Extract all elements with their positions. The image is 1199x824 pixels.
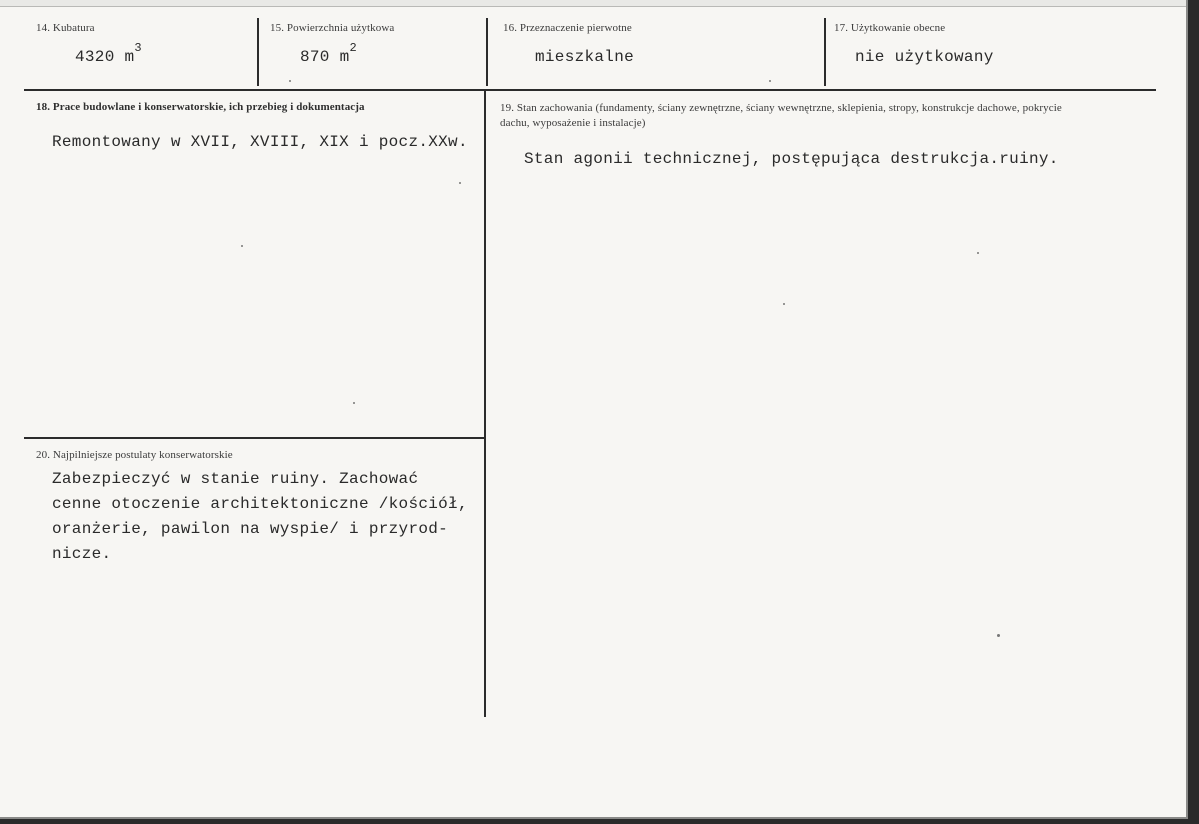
value-kubatura-text: 4320 m: [75, 48, 135, 66]
value-stan: Stan agonii technicznej, postępująca destrukcja.ruiny.: [524, 150, 1059, 168]
row-divider-left: [24, 437, 484, 439]
value-kubatura: [75, 40, 142, 66]
divider-main-columns: [484, 91, 486, 717]
divider-15-16: [486, 18, 488, 86]
value-przeznaczenie: mieszkalne: [535, 48, 635, 66]
label-stan: 19. Stan zachowania (fundamenty, ściany zewnętrzne, ściany wewnętrzne, sklepienia, stropy, konstrukcje dachowe, pokrycie dachu, wyposażenie i instalacje): [500, 102, 1062, 129]
value-kubatura-exponent: 3: [134, 40, 142, 55]
value-powierzchnia-text: 870 m: [300, 48, 350, 66]
paper-speck: [353, 402, 355, 404]
value-uzytkowanie: nie użytkowany: [855, 48, 994, 66]
card-top-edge: [0, 0, 1186, 7]
value-postulaty: [52, 467, 482, 567]
paper-speck: [997, 634, 1000, 637]
paper-speck: [783, 303, 785, 305]
postulaty-line-3: oranżerie, pawilon na wyspie/ i przyrod-: [52, 520, 449, 538]
row-divider-top: [24, 89, 1156, 91]
paper-speck: [769, 80, 771, 82]
value-powierzchnia-exponent: 2: [349, 40, 358, 55]
value-powierzchnia: [300, 40, 358, 66]
label-przeznaczenie: 16. Przeznaczenie pierwotne: [503, 22, 632, 34]
divider-14-15: [257, 18, 259, 86]
label-kubatura: 14. Kubatura: [36, 22, 95, 34]
label-prace: 18. Prace budowlane i konserwatorskie, ich przebieg i dokumentacja: [36, 101, 365, 113]
label-uzytkowanie: 17. Użytkowanie obecne: [834, 22, 946, 34]
paper-speck: [289, 80, 291, 82]
paper-speck: [241, 245, 243, 247]
paper-speck: [977, 252, 979, 254]
label-powierzchnia: 15. Powierzchnia użytkowa: [270, 22, 395, 34]
postulaty-line-2: cenne otoczenie architektoniczne /kościół,: [52, 495, 468, 513]
divider-16-17: [824, 18, 826, 86]
label-postulaty: 20. Najpilniejsze postulaty konserwatorskie: [36, 449, 233, 461]
postulaty-line-4: nicze.: [52, 545, 112, 563]
paper-speck: [459, 182, 461, 184]
value-prace: Remontowany w XVII, XVIII, XIX i pocz.XXw.: [52, 133, 468, 151]
postulaty-line-1: Zabezpieczyć w stanie ruiny. Zachować: [52, 470, 419, 488]
